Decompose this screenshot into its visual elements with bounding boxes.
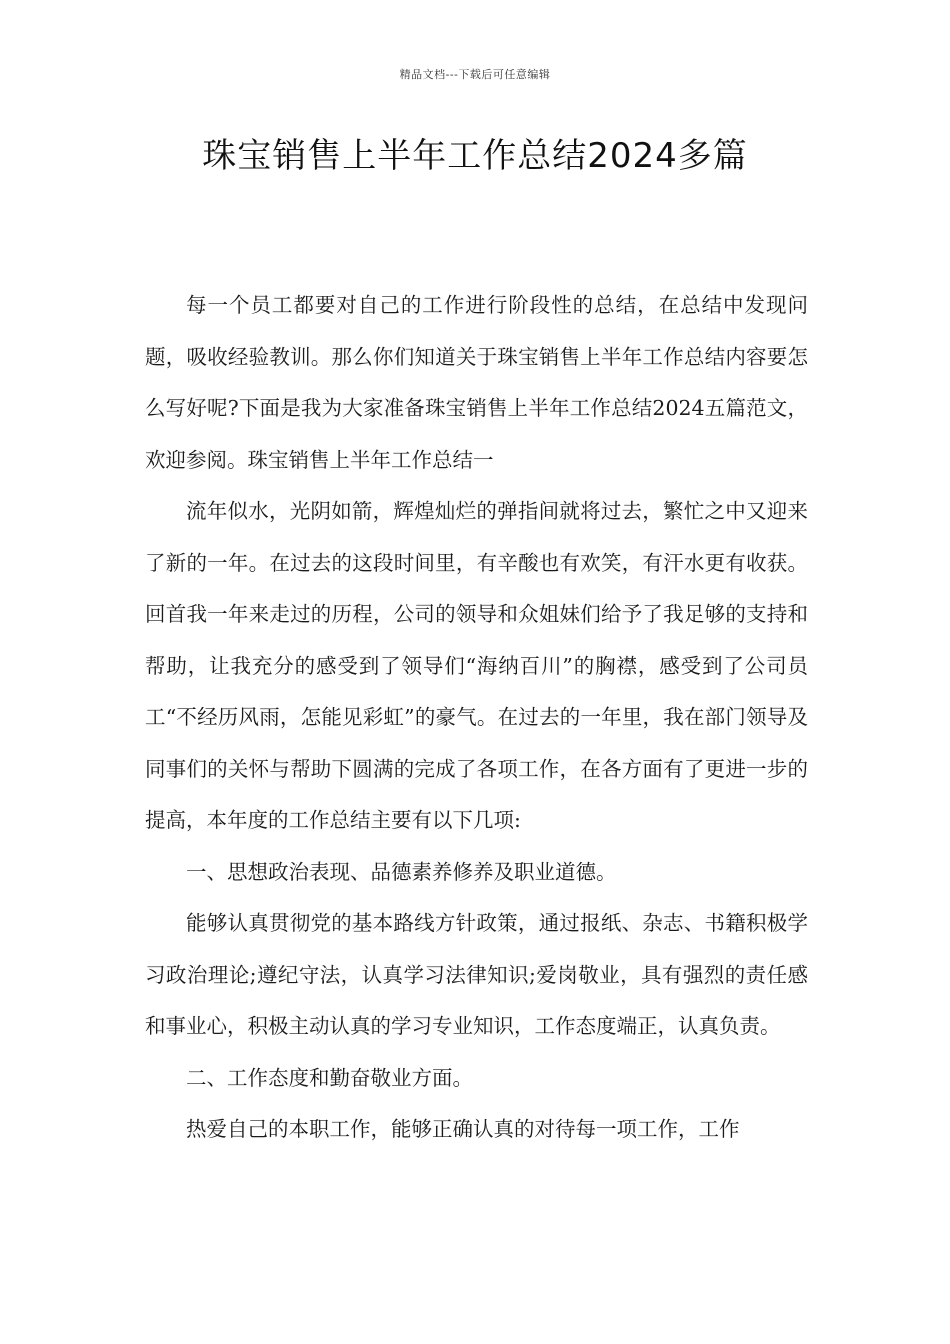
section-heading-2: 二、工作态度和勤奋敬业方面。	[186, 1065, 473, 1090]
section-heading-1: 一、思想政治表现、品德素养修养及职业道德。	[186, 859, 617, 884]
header-note: 精品文档---下载后可任意编辑	[399, 68, 551, 81]
document-title: 珠宝销售上半年工作总结2024多篇	[202, 136, 748, 176]
paragraph-politics: 能够认真贯彻党的基本路线方针政策，通过报纸、杂志、书籍积极学习政治理论;遵纪守法，认真学习法律知识;爱岗敬业，具有强烈的责任感和事业心，积极主动认真的学习专业知识，工作态度端正，认真负责。	[145, 911, 808, 1038]
paragraph-intro: 每一个员工都要对自己的工作进行阶段性的总结，在总结中发现问题，吸收经验教训。那么你们知道关于珠宝销售上半年工作总结内容要怎么写好呢?下面是我为大家准备珠宝销售上半年工作总结2024五篇范文，欢迎参阅。珠宝销售上半年工作总结一	[145, 293, 808, 472]
document-body	[145, 280, 808, 1156]
paragraph-attitude: 热爱自己的本职工作，能够正确认真的对待每一项工作，工作	[186, 1117, 740, 1141]
paragraph-review: 流年似水，光阴如箭，辉煌灿烂的弹指间就将过去，繁忙之中又迎来了新的一年。在过去的这段时间里，有辛酸也有欢笑，有汗水更有收获。回首我一年来走过的历程，公司的领导和众姐妹们给予了我足够的支持和帮助，让我充分的感受到了领导们“海纳百川”的胸襟，感受到了公司员工“不经历风雨，怎能见彩虹”的豪气。在过去的一年里，我在部门领导及同事们的关怀与帮助下圆满的完成了各项工作，在各方面有了更进一步的提高，本年度的工作总结主要有以下几项:	[145, 499, 808, 832]
